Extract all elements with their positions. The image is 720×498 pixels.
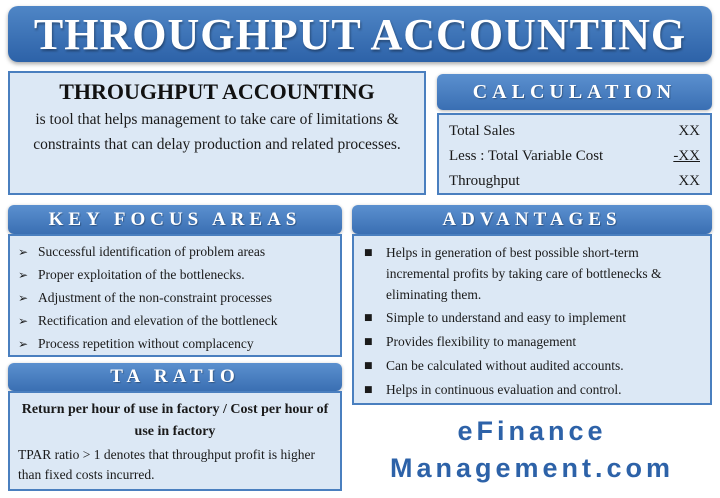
list-item xyxy=(364,307,700,329)
calc-row xyxy=(449,169,700,194)
ta-ratio-note: TPAR ratio > 1 denotes that throughput profit is higher than fixed costs incurred. xyxy=(18,447,315,482)
arrow-bullet-icon: ➢ xyxy=(18,313,29,328)
list-item-text: Process repetition without complacency xyxy=(38,335,254,351)
list-item-text: Rectification and elevation of the bottleneck xyxy=(38,312,278,328)
list-item xyxy=(18,263,332,286)
calculation-panel xyxy=(437,113,712,195)
square-bullet-icon: ■ xyxy=(364,385,373,395)
ta-ratio-heading: TA RATIO xyxy=(8,363,342,391)
intro-panel xyxy=(8,71,426,195)
list-item xyxy=(18,286,332,309)
advantages-panel xyxy=(352,234,712,405)
list-item-text: Adjustment of the non-constraint processes xyxy=(38,289,272,305)
list-item xyxy=(18,309,332,332)
calc-row xyxy=(449,144,700,169)
calc-label: Throughput xyxy=(449,173,520,189)
calc-row xyxy=(449,119,700,144)
list-item xyxy=(364,242,700,305)
square-bullet-icon: ■ xyxy=(364,337,373,347)
arrow-bullet-icon: ➢ xyxy=(18,290,29,305)
list-item xyxy=(364,355,700,377)
arrow-bullet-icon: ➢ xyxy=(18,336,29,351)
brand-name-line1: eFinance xyxy=(457,416,607,446)
list-item-text: Simple to understand and easy to implement xyxy=(386,310,626,325)
calc-value: XX xyxy=(678,123,700,139)
list-item-text: Helps in continuous evaluation and control. xyxy=(386,382,622,397)
brand-name-line2: Management.com xyxy=(389,453,675,483)
list-item xyxy=(364,379,700,401)
arrow-bullet-icon: ➢ xyxy=(18,244,29,259)
page-title: THROUGHPUT ACCOUNTING xyxy=(33,9,687,59)
advantages-heading: ADVANTAGES xyxy=(352,205,712,234)
title-banner xyxy=(8,6,712,62)
ta-ratio-formula: Return per hour of use in factory / Cost per hour of use in factory xyxy=(21,402,329,439)
square-bullet-icon: ■ xyxy=(364,248,373,258)
calc-label: Less : Total Variable Cost xyxy=(449,148,604,164)
key-focus-heading: KEY FOCUS AREAS xyxy=(8,205,342,234)
square-bullet-icon: ■ xyxy=(364,361,373,371)
list-item-text: Successful identification of problem areas xyxy=(38,243,266,259)
list-item xyxy=(18,240,332,263)
ta-ratio-panel xyxy=(8,391,342,491)
intro-title: THROUGHPUT ACCOUNTING xyxy=(59,79,375,104)
list-item-text: Proper exploitation of the bottlenecks. xyxy=(38,266,245,282)
calc-label: Total Sales xyxy=(449,123,516,139)
square-bullet-icon: ■ xyxy=(364,313,373,323)
calc-value: XX xyxy=(678,173,700,189)
intro-description: is tool that helps management to take care of limitations & constraints that can delay production and related processes. xyxy=(33,111,401,153)
arrow-bullet-icon: ➢ xyxy=(18,267,29,282)
calc-value: -XX xyxy=(673,148,700,164)
list-item-text: Helps in generation of best possible short-term incremental profits by taking care of bottlenecks & eliminating them. xyxy=(386,245,662,302)
calculation-heading: CALCULATION xyxy=(437,74,712,110)
key-focus-panel xyxy=(8,234,342,357)
list-item xyxy=(18,332,332,355)
list-item-text: Provides flexibility to management xyxy=(386,334,577,349)
list-item-text: Can be calculated without audited accounts. xyxy=(386,358,624,373)
list-item xyxy=(364,331,700,353)
